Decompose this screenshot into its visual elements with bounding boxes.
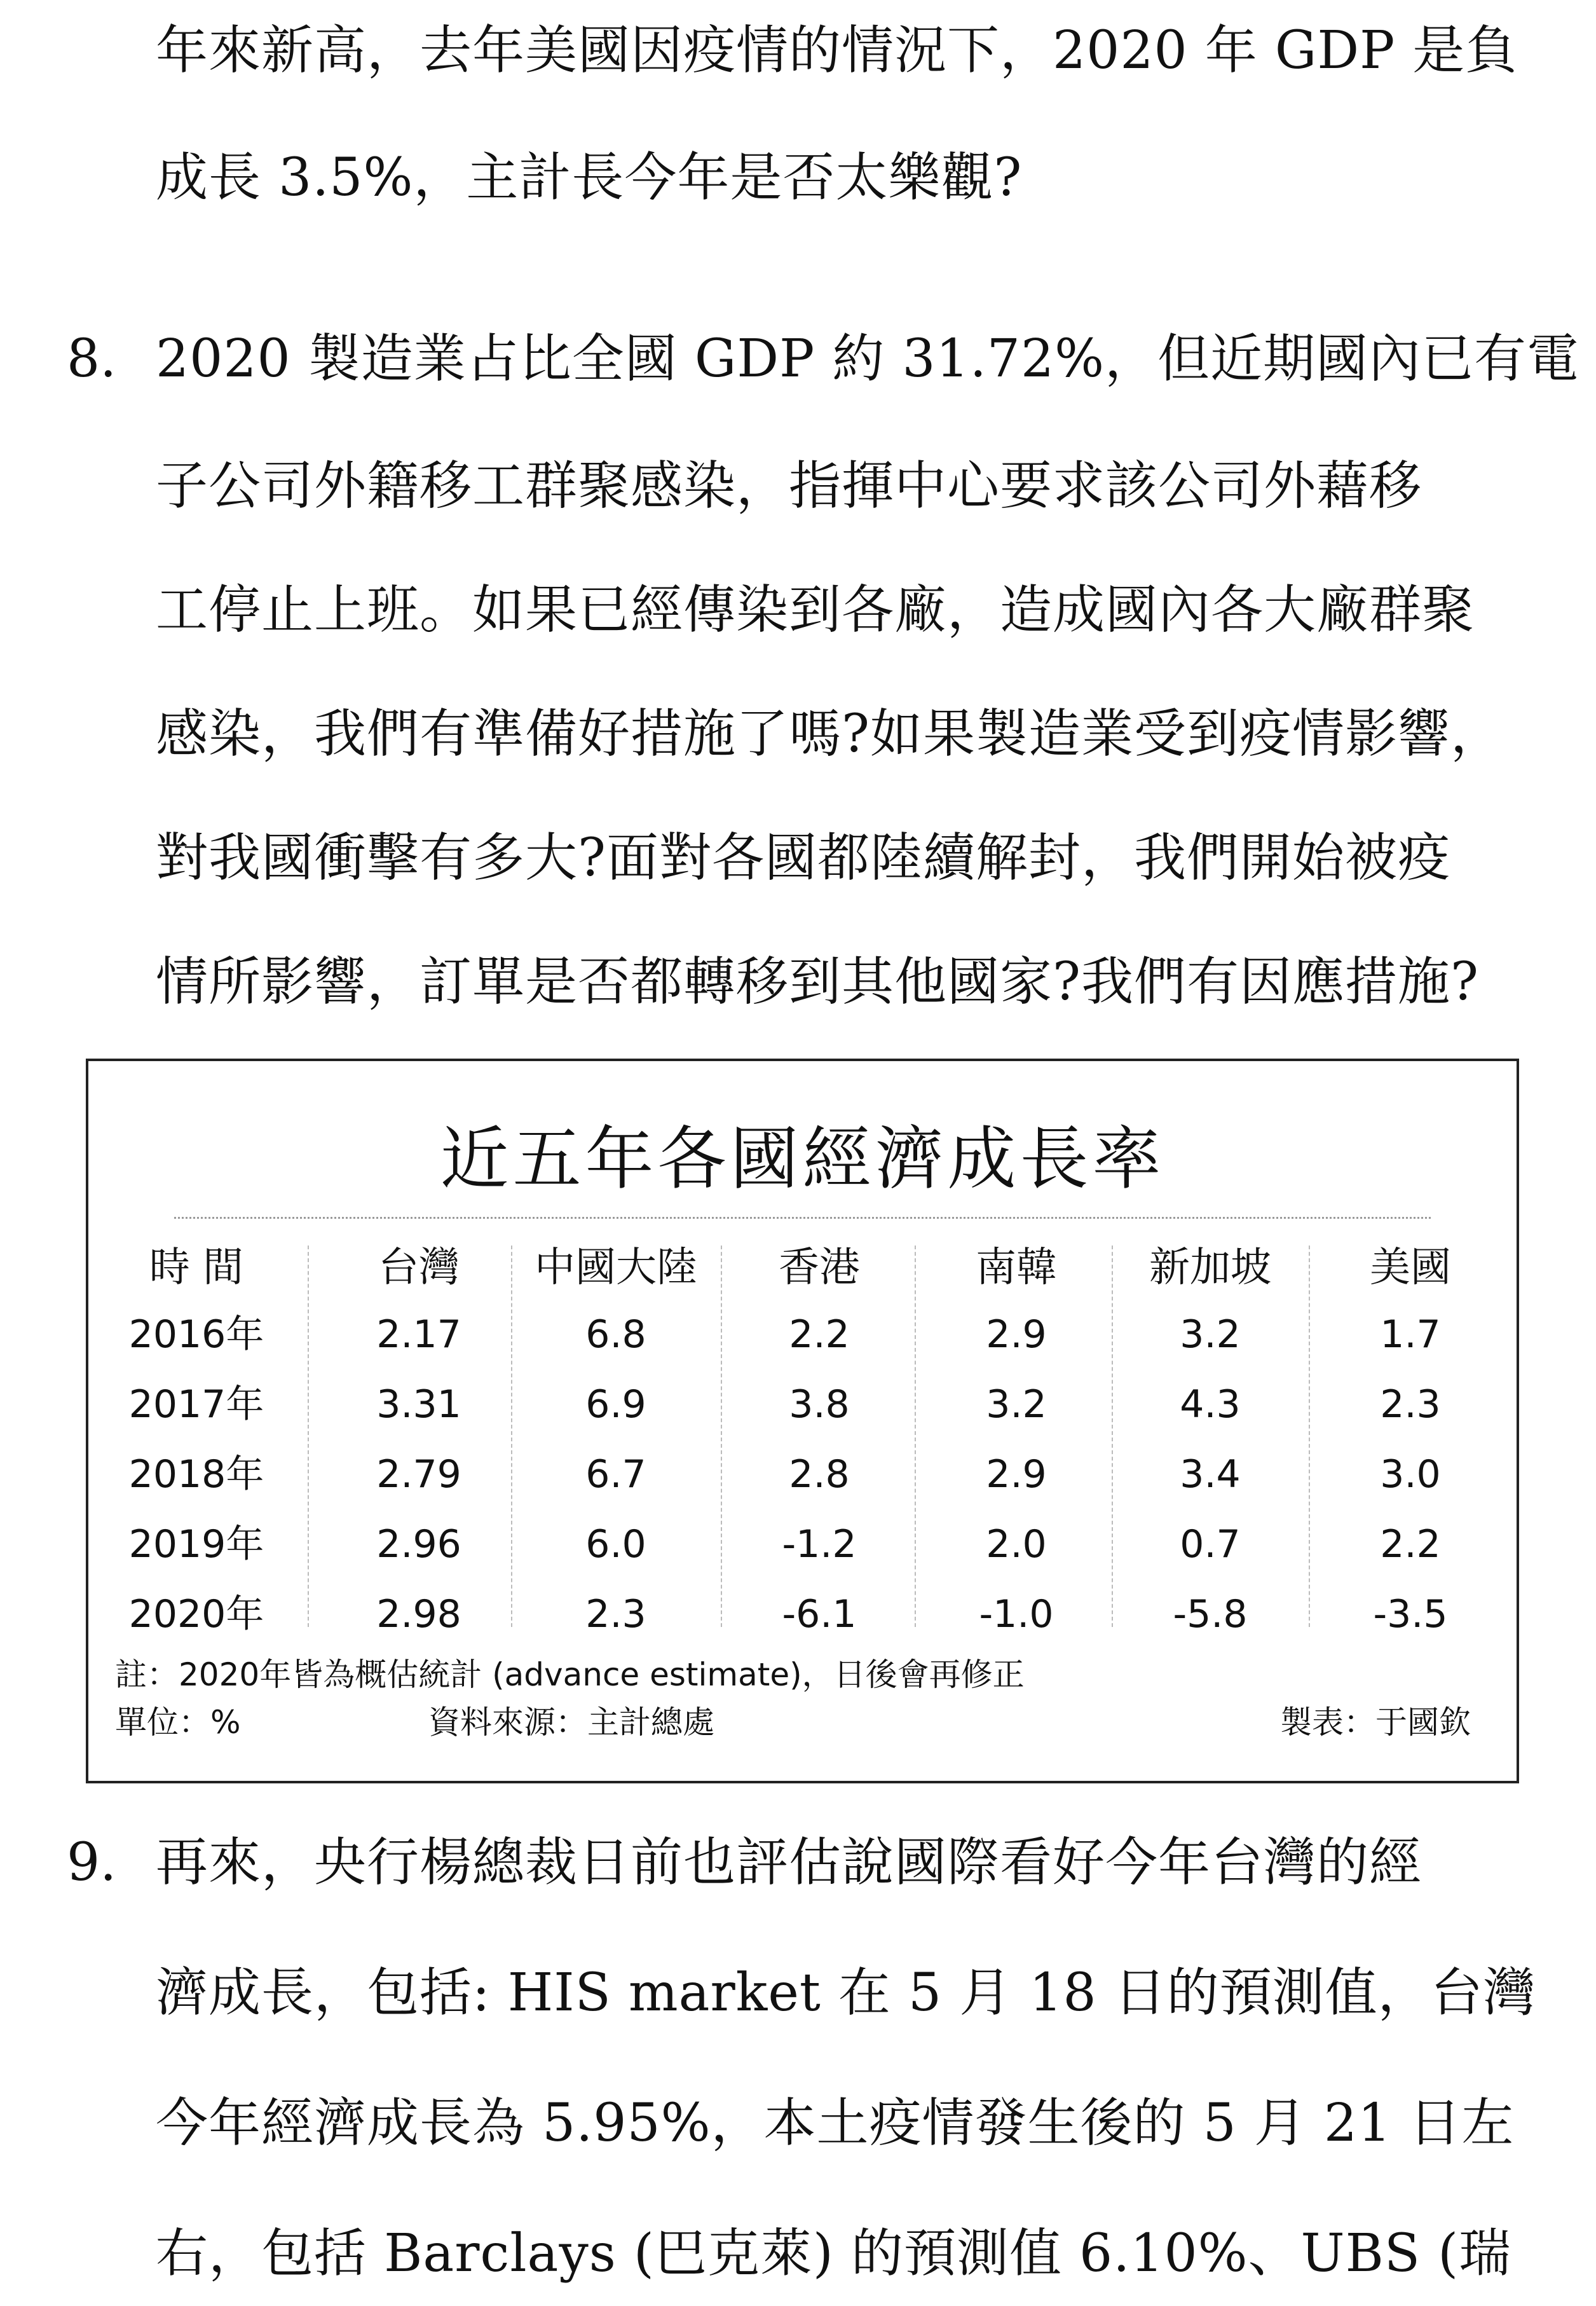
header-china: 中國大陸 [535, 1244, 697, 1291]
item-9-line-1: 再來，央行楊總裁日前也評估說國際看好今年台灣的經 [156, 1832, 1422, 1893]
item-8-line-5: 對我國衝擊有多大?面對各國都陸續解封，我們開始被疫 [156, 828, 1450, 888]
column-divider [308, 1246, 309, 1627]
table-cell: 3.0 [1380, 1452, 1441, 1497]
table-cell: 4.3 [1180, 1382, 1241, 1427]
table-cell: 2.8 [789, 1452, 850, 1497]
table-note: 註：2020年皆為概估統計 (advance estimate)，日後會再修正 [115, 1656, 1025, 1693]
column-divider [915, 1246, 916, 1627]
header-singapore: 新加坡 [1149, 1244, 1271, 1291]
table-cell: 2.79 [376, 1452, 461, 1497]
row-year: 2019年 [128, 1522, 264, 1567]
item-8-line-6: 情所影響，訂單是否都轉移到其他國家?我們有因應措施? [156, 952, 1479, 1012]
header-south-korea: 南韓 [976, 1244, 1057, 1291]
table-cell: 6.9 [585, 1382, 646, 1427]
row-year: 2017年 [128, 1382, 264, 1427]
item-9-line-3: 今年經濟成長為 5.95%，本土疫情發生後的 5 月 21 日左 [156, 2093, 1515, 2153]
column-divider [511, 1246, 512, 1627]
column-divider [1309, 1246, 1310, 1627]
table-author: 製表：于國欽 [1280, 1704, 1471, 1741]
table-cell: 2.0 [986, 1522, 1047, 1567]
header-period: 時 間 [149, 1244, 244, 1291]
table-source: 資料來源：主計總處 [428, 1704, 714, 1741]
row-year: 2020年 [128, 1592, 264, 1637]
item-9-line-2: 濟成長，包括: HIS market 在 5 月 18 日的預測值，台灣 [156, 1963, 1536, 2023]
table-cell: -1.2 [782, 1522, 857, 1567]
header-taiwan: 台灣 [378, 1244, 460, 1291]
table-cell: 6.8 [585, 1312, 646, 1357]
table-cell: 2.17 [376, 1312, 461, 1357]
table-cell: 2.2 [1380, 1522, 1441, 1567]
table-cell: 3.31 [376, 1382, 461, 1427]
item-9-number: 9. [67, 1832, 117, 1893]
table-cell: 3.4 [1180, 1452, 1241, 1497]
table-cell: 2.3 [585, 1592, 646, 1637]
growth-rate-table [86, 1059, 1519, 1783]
item-8-number: 8. [67, 329, 117, 389]
row-year: 2016年 [128, 1312, 264, 1357]
table-cell: 6.0 [585, 1522, 646, 1567]
table-unit: 單位：% [115, 1704, 241, 1741]
row-year: 2018年 [128, 1452, 264, 1497]
title-divider [174, 1217, 1431, 1219]
intro-line-1: 年來新高，去年美國因疫情的情況下，2020 年 GDP 是負 [156, 20, 1518, 81]
table-cell: -5.8 [1173, 1592, 1248, 1637]
table-cell: 3.8 [789, 1382, 850, 1427]
table-title: 近五年各國經濟成長率 [440, 1120, 1165, 1199]
item-9-line-4: 右，包括 Barclays (巴克萊) 的預測值 6.10%、UBS (瑞 [156, 2223, 1512, 2284]
table-cell: 0.7 [1180, 1522, 1241, 1567]
header-usa: 美國 [1370, 1244, 1451, 1291]
intro-line-2: 成長 3.5%，主計長今年是否太樂觀? [156, 148, 1023, 208]
table-cell: 6.7 [585, 1452, 646, 1497]
table-cell: 2.98 [376, 1592, 461, 1637]
header-hong-kong: 香港 [779, 1244, 860, 1291]
table-cell: -6.1 [782, 1592, 857, 1637]
item-8-line-4: 感染，我們有準備好措施了嗎?如果製造業受到疫情影響， [156, 704, 1503, 764]
item-8-line-2: 子公司外籍移工群聚感染，指揮中心要求該公司外藉移 [156, 456, 1422, 516]
table-cell: 2.96 [376, 1522, 461, 1567]
item-8-line-1: 2020 製造業占比全國 GDP 約 31.72%，但近期國內已有電 [156, 329, 1580, 389]
item-8-line-3: 工停止上班。如果已經傳染到各廠，造成國內各大廠群聚 [156, 580, 1475, 640]
table-cell: 2.2 [789, 1312, 850, 1357]
table-cell: 2.9 [986, 1312, 1047, 1357]
table-cell: 2.9 [986, 1452, 1047, 1497]
column-divider [721, 1246, 722, 1627]
table-cell: -3.5 [1373, 1592, 1448, 1637]
column-divider [1112, 1246, 1113, 1627]
table-cell: 2.3 [1380, 1382, 1441, 1427]
table-cell: 1.7 [1380, 1312, 1441, 1357]
table-cell: -1.0 [979, 1592, 1054, 1637]
table-cell: 3.2 [1180, 1312, 1241, 1357]
table-cell: 3.2 [986, 1382, 1047, 1427]
